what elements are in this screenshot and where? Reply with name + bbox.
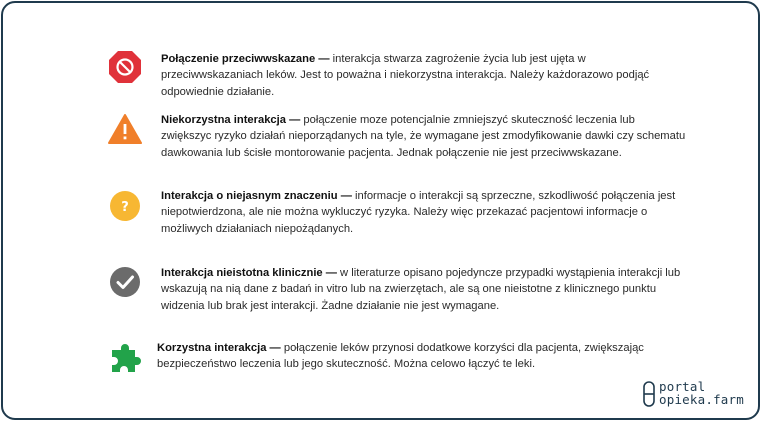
logo-line-1: portal bbox=[659, 379, 706, 394]
legend-item-description: połączenie moze potencjalnie zmniejszyć skuteczność leczenia lub zwiększyc ryzyko działań nieporządanych na tyle, że wymagane jest zmodyfikowanie dawki czy schematu dawkowania lub ścisłe montorowanie pacjenta. Jednak połączenie nie jest przeciwwskazane. bbox=[161, 114, 686, 159]
legend-item-title: Interakcja o niejasnym znaczeniu — bbox=[161, 190, 352, 202]
legend-item-description: połączenie leków przynosi dodatkowe korzyści dla pacjenta, zwiększając bezpieczeństwo leczenia lub jego skuteczność. Można celowo łączyć te leki. bbox=[157, 342, 644, 371]
legend-item-title: Korzystna interakcja — bbox=[157, 342, 281, 354]
legend-item-description: informacje o interakcji są sprzeczne, szkodliwość połączenia jest niepotwierdzona, ale nie można wykluczyć ryzyka. Należy więc przekazać pacjentowi informacje o możliwych działaniach niepożądanych. bbox=[161, 190, 676, 235]
logo-line-2: opieka.farm bbox=[659, 392, 744, 407]
check-circle-icon bbox=[108, 265, 142, 299]
portal-opieka-farm-logo bbox=[643, 380, 753, 410]
legend-item-unfavorable bbox=[161, 112, 686, 161]
legend-item-beneficial bbox=[157, 340, 667, 373]
legend-item-contraindicated bbox=[161, 51, 681, 100]
forbidden-octagon-icon bbox=[108, 50, 142, 84]
svg-text:?: ? bbox=[121, 200, 129, 215]
warning-triangle-icon bbox=[108, 113, 142, 147]
puzzle-piece-icon bbox=[108, 341, 142, 375]
legend-item-title: Niekorzystna interakcja — bbox=[161, 114, 301, 126]
legend-item-clinically-insignificant bbox=[161, 265, 681, 314]
question-circle-icon bbox=[108, 189, 142, 223]
logo-text bbox=[659, 380, 744, 406]
legend-item-description: w literaturze opisano pojedyncze przypadki wystąpienia interakcji lub wskazują na nią dane z badań in vitro lub na zwierzętach, ale są one nieistotne z klinicznego punktu widzenia lub brak jest interakcji. Żadne działanie nie jest wymagane. bbox=[161, 267, 681, 312]
legend-item-description: interakcja stwarza zagrożenie życia lub jest ujęta w przeciwwskazaniach leków. Jest to poważna i niekorzystna interakcja. Należy każdorazowo podjąć odpowiednie działanie. bbox=[161, 53, 650, 98]
legend-item-unclear bbox=[161, 188, 681, 237]
capsule-icon bbox=[643, 381, 655, 407]
legend-item-title: Interakcja nieistotna klinicznie — bbox=[161, 267, 337, 279]
legend-item-title: Połączenie przeciwwskazane — bbox=[161, 53, 330, 65]
